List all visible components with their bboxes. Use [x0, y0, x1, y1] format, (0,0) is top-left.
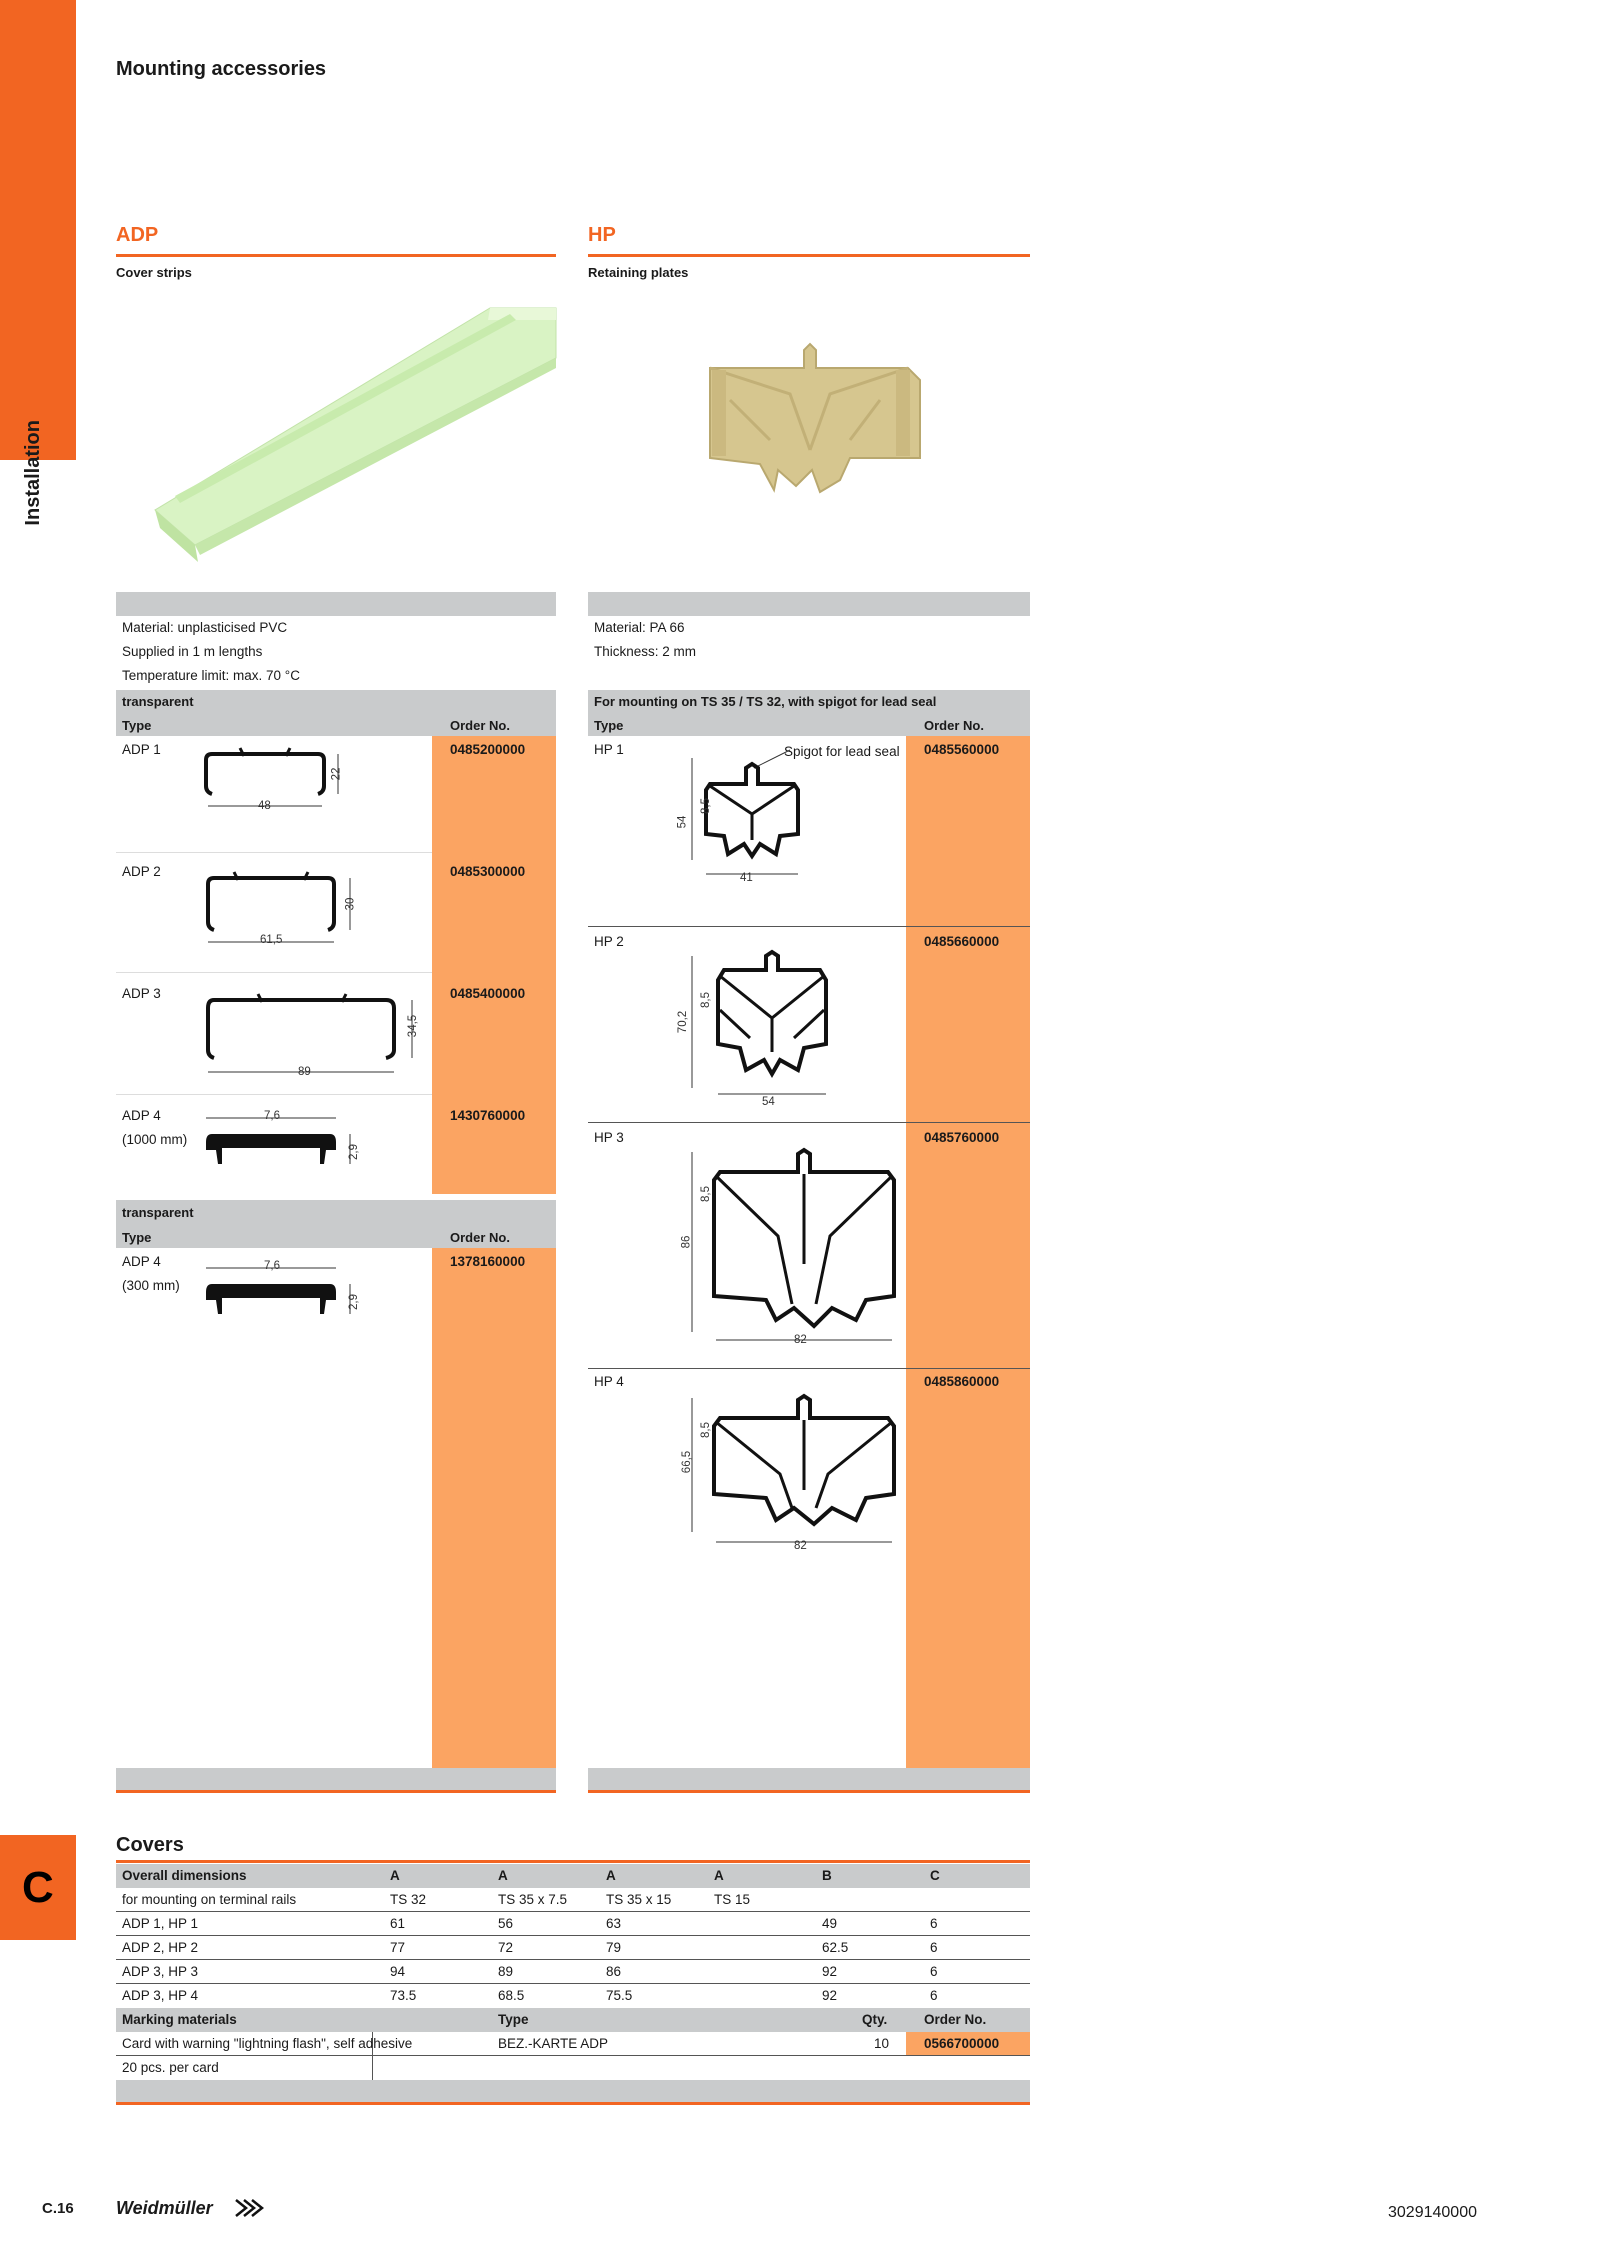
section-tab-label-wrap [14, 420, 64, 540]
table-cell: 92 [822, 1964, 838, 1979]
hp2-plate-drawing [680, 940, 850, 1110]
adp4-300-dim-w: 7,6 [264, 1260, 280, 1272]
section-tab-label: Installation [22, 420, 44, 526]
table-cell: TS 32 [390, 1892, 427, 1907]
chapter-letter-box [0, 1835, 76, 1940]
table-cell: 73.5 [390, 1988, 417, 2003]
brand-logo-icon [234, 2196, 264, 2220]
adp-group1-label: transparent [122, 694, 194, 709]
marking-header-order: Order No. [924, 2012, 987, 2027]
adp-row-divider [116, 1094, 432, 1095]
table-row [116, 1936, 1030, 1960]
hp-subtitle: Retaining plates [588, 265, 689, 280]
adp-material-line-2: Supplied in 1 m lengths [122, 644, 263, 659]
marking-type: BEZ.-KARTE ADP [498, 2036, 609, 2051]
hp1-plate-drawing [680, 744, 830, 884]
marking-qty: 10 [874, 2036, 890, 2051]
covers-footer-band [116, 2080, 1030, 2102]
marking-row-2 [116, 2056, 1030, 2080]
adp-row-divider [116, 972, 432, 973]
hp-footer-rule [588, 1790, 1030, 1793]
footer-page-number: C.16 [42, 2200, 74, 2217]
hp-row-divider [588, 1368, 1030, 1369]
adp4-type-length: (1000 mm) [122, 1132, 188, 1147]
table-cell: ADP 3, HP 3 [122, 1964, 199, 1979]
table-cell: 72 [498, 1940, 514, 1955]
adp2-dim-h: 30 [344, 897, 357, 911]
adp1-type: ADP 1 [122, 742, 161, 757]
adp-order-column-2 [432, 1248, 556, 1768]
hp4-dim-w: 82 [794, 1540, 807, 1552]
table-cell: 62.5 [822, 1940, 849, 1955]
table-cell: ADP 2, HP 2 [122, 1940, 199, 1955]
table-row [116, 1888, 1030, 1912]
covers-header-c: C [930, 1868, 940, 1883]
adp1-dim-w: 48 [258, 800, 271, 812]
covers-header-a4: A [714, 1868, 724, 1883]
table-cell: 92 [822, 1988, 838, 2003]
table-cell: 89 [498, 1964, 514, 1979]
covers-footer-rule [116, 2102, 1030, 2105]
adp-footer-rule [116, 1790, 556, 1793]
marking-order: 0566700000 [924, 2036, 1000, 2051]
hp-product-image [700, 340, 930, 520]
adp-product-image [150, 300, 560, 560]
adp-subtitle: Cover strips [116, 265, 192, 280]
adp4-dim-w: 7,6 [264, 1110, 280, 1122]
hp-row-divider [588, 926, 1030, 927]
hp3-order: 0485760000 [924, 1130, 1000, 1145]
footer-brand: Weidmüller [116, 2198, 213, 2218]
table-cell: 6 [930, 1940, 938, 1955]
adp4-dim-h: 2,9 [348, 1144, 360, 1160]
adp-group2-col-order: Order No. [450, 1230, 510, 1245]
hp2-dim-w: 54 [762, 1096, 775, 1108]
adp-title: ADP [116, 224, 159, 246]
adp3-type: ADP 3 [122, 986, 161, 1001]
adp3-dim-w: 89 [298, 1066, 311, 1078]
marking-row [116, 2032, 1030, 2056]
adp3-profile-drawing [200, 984, 440, 1084]
adp-footer-band [116, 1768, 556, 1790]
hp-material-band [588, 592, 1030, 616]
hp1-dim-w: 41 [740, 872, 753, 884]
table-cell: 56 [498, 1916, 514, 1931]
table-cell: 6 [930, 1988, 938, 2003]
marking-header-materials: Marking materials [122, 2012, 237, 2027]
hp-col-type: Type [594, 718, 624, 733]
adp4-300-profile-drawing [200, 1256, 370, 1336]
hp3-dim-w: 82 [794, 1334, 807, 1346]
adp4-300-dim-h: 2,9 [348, 1294, 360, 1310]
adp-group1-col-order: Order No. [450, 718, 510, 733]
table-cell: 61 [390, 1916, 406, 1931]
hp1-order: 0485560000 [924, 742, 1000, 757]
table-row [116, 1960, 1030, 1984]
adp-group1-col-type: Type [122, 718, 152, 733]
table-cell: 86 [606, 1964, 622, 1979]
hp4-type: HP 4 [594, 1374, 624, 1389]
table-cell: ADP 3, HP 4 [122, 1988, 199, 2003]
hp-col-order: Order No. [924, 718, 984, 733]
adp2-order: 0485300000 [450, 864, 526, 879]
table-row [116, 1984, 1030, 2008]
section-tab-bar [0, 0, 76, 460]
marking-header-qty: Qty. [862, 2012, 888, 2027]
hp3-type: HP 3 [594, 1130, 624, 1145]
hp3-dim-h: 86 [680, 1235, 693, 1249]
hp-row-divider [588, 1122, 1030, 1123]
hp-footer-band [588, 1768, 1030, 1790]
adp3-dim-h: 34,5 [407, 1014, 420, 1038]
adp2-dim-w: 61,5 [260, 934, 283, 946]
table-cell: TS 35 x 7.5 [498, 1892, 568, 1907]
covers-header-a3: A [606, 1868, 616, 1883]
table-cell: 77 [390, 1940, 406, 1955]
adp-title-rule [116, 254, 556, 257]
adp4-300-type: ADP 4 [122, 1254, 161, 1269]
table-cell: 68.5 [498, 1988, 525, 2003]
table-cell: TS 35 x 15 [606, 1892, 672, 1907]
adp1-order: 0485200000 [450, 742, 526, 757]
hp3-dim-s: 8,5 [700, 1186, 712, 1202]
adp-group2-col-type: Type [122, 1230, 152, 1245]
hp2-order: 0485660000 [924, 934, 1000, 949]
covers-title-rule [116, 1860, 1030, 1863]
chapter-letter: C [22, 1863, 54, 1912]
covers-header-a1: A [390, 1868, 400, 1883]
hp-title: HP [588, 224, 616, 246]
footer-catalog-code: 3029140000 [1388, 2204, 1477, 2221]
hp-group-label: For mounting on TS 35 / TS 32, with spigot for lead seal [594, 694, 937, 709]
hp4-dim-s: 8,5 [700, 1422, 712, 1438]
adp-group2-label: transparent [122, 1205, 194, 1220]
hp1-dim-s: 8,5 [700, 798, 712, 814]
adp-material-line-1: Material: unplasticised PVC [122, 620, 288, 635]
table-cell: 6 [930, 1916, 938, 1931]
hp3-plate-drawing [680, 1144, 910, 1354]
adp1-dim-h: 22 [330, 767, 343, 781]
table-cell: 6 [930, 1964, 938, 1979]
table-cell: 79 [606, 1940, 622, 1955]
table-cell: 75.5 [606, 1988, 633, 2003]
table-cell: TS 15 [714, 1892, 751, 1907]
adp-order-column [432, 736, 556, 1194]
hp1-dim-h: 54 [676, 815, 689, 829]
table-row [116, 1912, 1030, 1936]
adp-row-divider [116, 852, 432, 853]
marking-desc: Card with warning "lightning flash", self adhesive [122, 2036, 413, 2051]
adp3-order: 0485400000 [450, 986, 526, 1001]
covers-header-dimensions: Overall dimensions [122, 1868, 247, 1883]
table-cell: for mounting on terminal rails [122, 1892, 297, 1907]
adp4-300-order: 1378160000 [450, 1254, 526, 1269]
hp-order-column [906, 736, 1030, 1768]
hp2-type: HP 2 [594, 934, 624, 949]
hp1-type: HP 1 [594, 742, 624, 757]
covers-header-a2: A [498, 1868, 508, 1883]
adp4-order: 1430760000 [450, 1108, 526, 1123]
marking-desc-2: 20 pcs. per card [122, 2060, 219, 2075]
hp-material-line-2: Thickness: 2 mm [594, 644, 697, 659]
adp1-profile-drawing [200, 740, 350, 820]
marking-header-type: Type [498, 2012, 529, 2027]
adp4-profile-drawing [200, 1106, 370, 1186]
adp-material-line-3: Temperature limit: max. 70 °C [122, 668, 300, 683]
page-title: Mounting accessories [116, 58, 327, 80]
hp4-order: 0485860000 [924, 1374, 1000, 1389]
covers-header-row [116, 1864, 1030, 1888]
hp1-spigot-label: Spigot for lead seal [784, 744, 900, 759]
table-cell: 94 [390, 1964, 406, 1979]
hp-material-line-1: Material: PA 66 [594, 620, 685, 635]
adp4-300-type-length: (300 mm) [122, 1278, 180, 1293]
marking-header-row [116, 2008, 1030, 2032]
adp-material-band [116, 592, 556, 616]
covers-header-b: B [822, 1868, 832, 1883]
table-cell: 63 [606, 1916, 622, 1931]
hp4-plate-drawing [680, 1390, 910, 1560]
table-cell: 49 [822, 1916, 838, 1931]
adp4-type: ADP 4 [122, 1108, 161, 1123]
adp2-type: ADP 2 [122, 864, 161, 879]
hp-title-rule [588, 254, 1030, 257]
covers-title: Covers [116, 1834, 184, 1856]
hp2-dim-h: 70,2 [677, 1010, 690, 1034]
table-cell: ADP 1, HP 1 [122, 1916, 199, 1931]
hp2-dim-s: 8,5 [700, 992, 712, 1008]
hp4-dim-h: 66,5 [681, 1450, 694, 1474]
